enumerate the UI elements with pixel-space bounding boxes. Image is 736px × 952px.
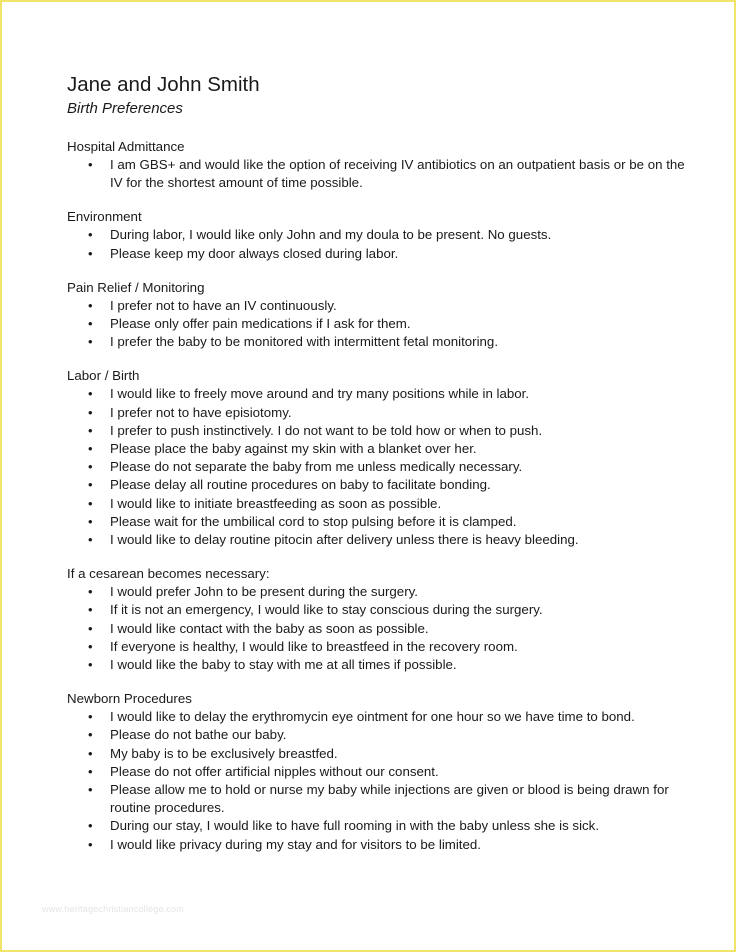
watermark-text: www.heritagechristiancollege.com — [42, 904, 184, 914]
section-heading: If a cesarean becomes necessary: — [67, 566, 270, 582]
list-item-text: I would like to delay the erythromycin eye ointment for one hour so we have time to bond. — [110, 709, 635, 725]
bullet-icon: • — [88, 782, 93, 798]
list-item — [67, 513, 687, 531]
list-item — [67, 404, 687, 422]
bullet-list — [67, 156, 687, 192]
section-heading: Pain Relief / Monitoring — [67, 279, 205, 295]
list-item — [67, 156, 687, 192]
list-item — [67, 440, 687, 458]
document-title: Jane and John Smith — [67, 73, 260, 96]
list-item — [67, 708, 687, 726]
document-content — [67, 72, 687, 854]
bullet-icon: • — [88, 477, 93, 493]
list-item — [67, 531, 687, 549]
list-item — [67, 333, 687, 351]
list-item — [67, 315, 687, 333]
list-item-text: I prefer not to have an IV continuously. — [110, 297, 337, 313]
list-item-text: I prefer not to have episiotomy. — [110, 404, 292, 420]
bullet-icon: • — [88, 763, 93, 779]
list-item — [67, 638, 687, 656]
list-item-text: During labor, I would like only John and my doula to be present. No guests. — [110, 227, 552, 243]
section — [67, 208, 687, 262]
section-heading: Newborn Procedures — [67, 691, 192, 707]
list-item-text: Please wait for the umbilical cord to stop pulsing before it is clamped. — [110, 513, 517, 529]
list-item — [67, 620, 687, 638]
list-item — [67, 422, 687, 440]
list-item-text: I would like to initiate breastfeeding as soon as possible. — [110, 495, 442, 511]
bullet-icon: • — [88, 404, 93, 420]
list-item — [67, 385, 687, 403]
list-item — [67, 476, 687, 494]
list-item — [67, 836, 687, 854]
bullet-list — [67, 708, 687, 854]
list-item — [67, 601, 687, 619]
list-item-text: I prefer the baby to be monitored with intermittent fetal monitoring. — [110, 334, 499, 350]
list-item-text: Please do not separate the baby from me unless medically necessary. — [110, 459, 523, 475]
section — [67, 690, 687, 854]
list-item — [67, 763, 687, 781]
list-item-text: I would like privacy during my stay and for visitors to be limited. — [110, 836, 481, 852]
list-item — [67, 297, 687, 315]
bullet-icon: • — [88, 441, 93, 457]
bullet-icon: • — [88, 532, 93, 548]
bullet-icon: • — [88, 157, 93, 172]
list-item-text: I would like contact with the baby as soon as possible. — [110, 620, 429, 636]
list-item — [67, 726, 687, 744]
list-item — [67, 495, 687, 513]
bullet-icon: • — [88, 620, 93, 636]
section — [67, 138, 687, 192]
bullet-icon: • — [88, 459, 93, 475]
bullet-icon: • — [88, 297, 93, 313]
section-heading: Environment — [67, 209, 142, 225]
list-item-text: Please do not offer artificial nipples without our consent. — [110, 763, 439, 779]
list-item-text: Please delay all routine procedures on baby to facilitate bonding. — [110, 477, 491, 493]
bullet-icon: • — [88, 638, 93, 654]
bullet-list — [67, 226, 687, 262]
section-heading: Hospital Admittance — [67, 139, 185, 154]
document-subtitle: Birth Preferences — [67, 100, 183, 117]
list-item-text: I would like to freely move around and try many positions while in labor. — [110, 386, 530, 402]
list-item — [67, 656, 687, 674]
sections-container — [67, 138, 687, 854]
list-item — [67, 245, 687, 263]
bullet-icon: • — [88, 227, 93, 243]
list-item — [67, 458, 687, 476]
list-item-text: I am GBS+ and would like the option of receiving IV antibiotics on an outpatient basis or be on the IV for the shortest amount of time possible. — [110, 157, 685, 191]
bullet-icon: • — [88, 422, 93, 438]
bullet-icon: • — [88, 334, 93, 350]
bullet-list — [67, 583, 687, 674]
list-item — [67, 583, 687, 601]
bullet-icon: • — [88, 386, 93, 402]
bullet-icon: • — [88, 495, 93, 511]
bullet-icon: • — [88, 727, 93, 743]
section — [67, 565, 687, 674]
bullet-icon: • — [88, 584, 93, 600]
list-item-text: I would like to delay routine pitocin after delivery unless there is heavy bleeding. — [110, 532, 579, 548]
list-item — [67, 745, 687, 763]
list-item — [67, 781, 687, 817]
bullet-icon: • — [88, 836, 93, 852]
list-item-text: I prefer to push instinctively. I do not want to be told how or when to push. — [110, 422, 543, 438]
bullet-icon: • — [88, 245, 93, 261]
list-item — [67, 226, 687, 244]
bullet-list — [67, 385, 687, 549]
list-item-text: Please allow me to hold or nurse my baby while injections are given or blood is being drawn for routine procedures. — [110, 782, 669, 816]
bullet-icon: • — [88, 316, 93, 332]
list-item-text: During our stay, I would like to have full rooming in with the baby unless she is sick. — [110, 818, 600, 834]
bullet-icon: • — [88, 818, 93, 834]
list-item-text: Please do not bathe our baby. — [110, 727, 287, 743]
section — [67, 367, 687, 549]
list-item-text: If everyone is healthy, I would like to breastfeed in the recovery room. — [110, 638, 518, 654]
bullet-list — [67, 297, 687, 352]
bullet-icon: • — [88, 657, 93, 673]
list-item-text: Please keep my door always closed during labor. — [110, 245, 399, 261]
bullet-icon: • — [88, 602, 93, 618]
section — [67, 279, 687, 352]
list-item-text: Please place the baby against my skin with a blanket over her. — [110, 441, 477, 457]
bullet-icon: • — [88, 745, 93, 761]
section-heading: Labor / Birth — [67, 368, 140, 384]
list-item — [67, 817, 687, 835]
list-item-text: Please only offer pain medications if I ask for them. — [110, 316, 411, 332]
list-item-text: If it is not an emergency, I would like to stay conscious during the surgery. — [110, 602, 543, 618]
bullet-icon: • — [88, 709, 93, 725]
list-item-text: My baby is to be exclusively breastfed. — [110, 745, 338, 761]
bullet-icon: • — [88, 513, 93, 529]
list-item-text: I would prefer John to be present during the surgery. — [110, 584, 418, 600]
list-item-text: I would like the baby to stay with me at all times if possible. — [110, 657, 457, 673]
